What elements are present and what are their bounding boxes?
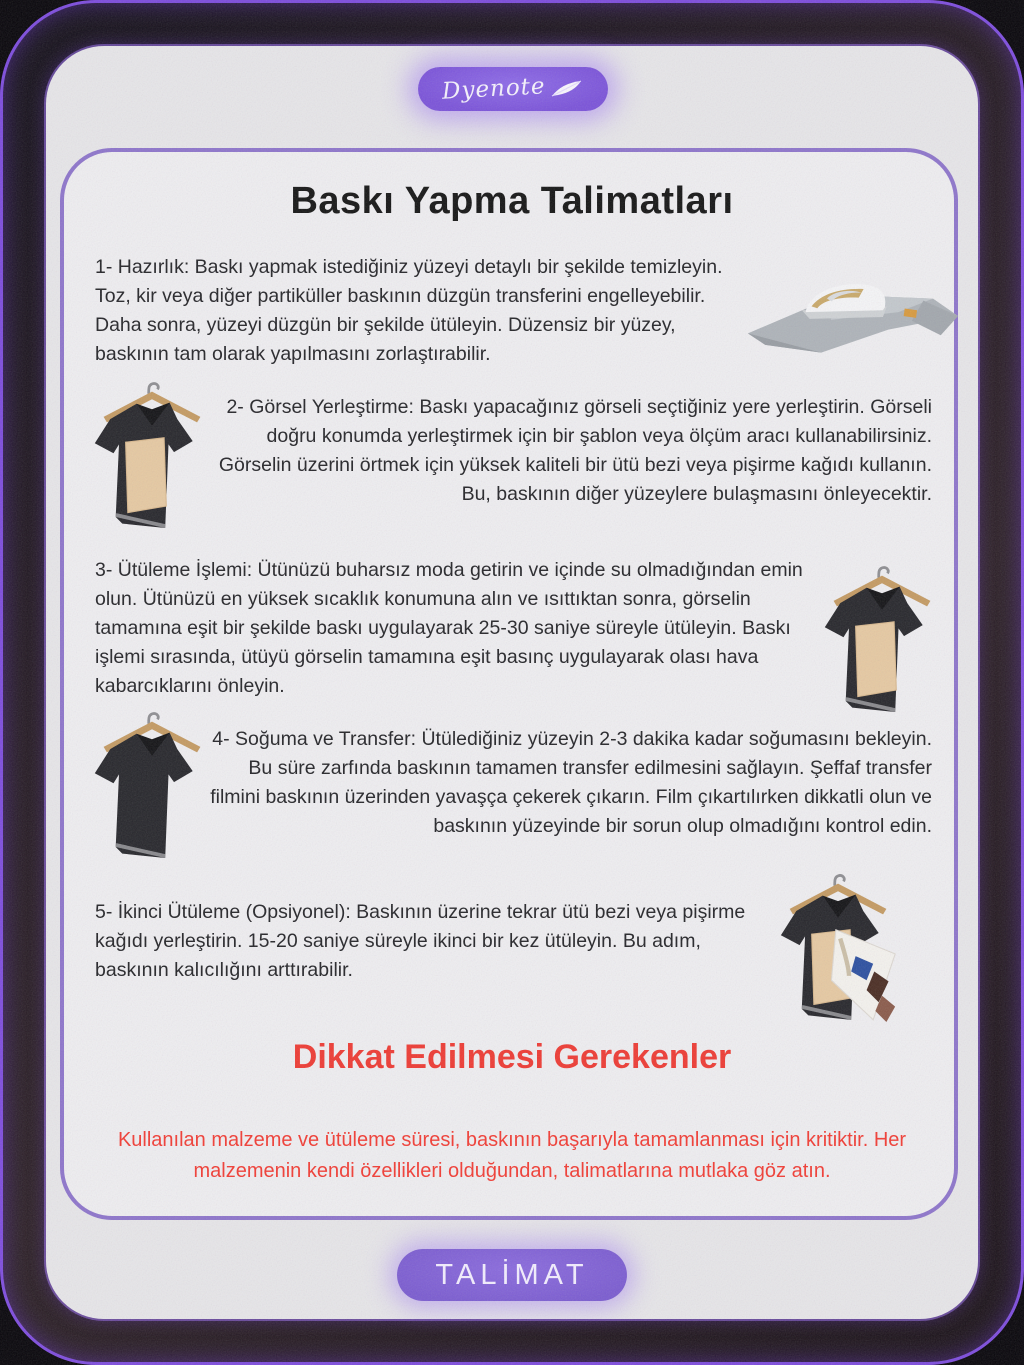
warning-heading: Dikkat Edilmesi Gerekenler <box>292 1038 732 1076</box>
feather-icon <box>550 79 584 99</box>
warning-text: Kullanılan malzeme ve ütüleme süresi, baskının başarıyla tamamlanması için kritiktir. Her malzemenin kendi özellikleri olduğundan, talimatlarına mutlaka göz atın. <box>117 1129 907 1182</box>
step-2-text: 2- Görsel Yerleştirme: Baskı yapacağınız görseli seçtiğiniz yere yerleştirin. Görseli doğru konumda yerleştirmek için bir şablon veya ölçüm aracı kullanabilirsiniz. Görselin üzerini örtmek için yüksek kaliteli bir ütü bezi veya pişirme kağıdı kullanın. Bu, baskının diğer yüzeylere bulaşmasını önleyecektir. <box>218 396 932 505</box>
brand-name: Dyenote <box>441 73 547 105</box>
footer-badge-pill <box>397 1249 627 1301</box>
iron-pressing-shirt-illustration <box>742 262 964 370</box>
step-4-text: 4- Soğuma ve Transfer: Ütülediğiniz yüzeyin 2-3 dakika kadar soğumasını bekleyin. Bu süre zarfında baskının tamamen transfer edilmesini sağlayın. Şeffaf transfer filmini baskının üzerinden yavaşça çekerek çıkarın. Film çıkartılırken dikkatli olun ve baskının yüzeyinde bir sorun olup olmadığını kontrol edin. <box>210 728 932 837</box>
footer-badge-label: TALİMAT <box>435 1258 589 1291</box>
page-title: Baskı Yapma Talimatları <box>290 180 734 222</box>
tshirt-with-transfer-paper-illustration <box>816 558 948 734</box>
step-1-text: 1- Hazırlık: Baskı yapmak istediğiniz yüzeyi detaylı bir şekilde temizleyin. Toz, kir veya diğer partiküller baskının düzgün transferini engelleyebilir. Daha sonra, yüzeyi düzgün bir şekilde ütüleyin. Düzensiz bir yüzey, baskının tam olarak yapılmasını zorlaştırabilir. <box>95 256 723 365</box>
plain-black-tshirt-illustration <box>86 704 218 880</box>
tshirt-peeling-transfer-film-illustration <box>772 866 948 1044</box>
brand-pill <box>418 67 608 111</box>
step-5-text: 5- İkinci Ütüleme (Opsiyonel): Baskının üzerine tekrar ütü bezi veya pişirme kağıdı yerleştirin. 15-20 saniye süreyle ikinci bir kez ütüleyin. Bu adım, baskının kalıcılığını arttırabilir. <box>95 901 746 981</box>
step-3-text: 3- Ütüleme İşlemi: Ütünüzü buharsız moda getirin ve içinde su olmadığından emin olun. Ütünüzü en yüksek sıcaklık konumuna alın ve ısıttıktan sonra, görselin tamamına eşit bir şekilde baskı uygulayarak 25-30 saniye süreyle ütüleyin. Baskı işlemi sırasında, ütüyü görselin tamamına eşit basınç uygulayarak olası hava kabarcıklarını önleyin. <box>95 559 803 697</box>
